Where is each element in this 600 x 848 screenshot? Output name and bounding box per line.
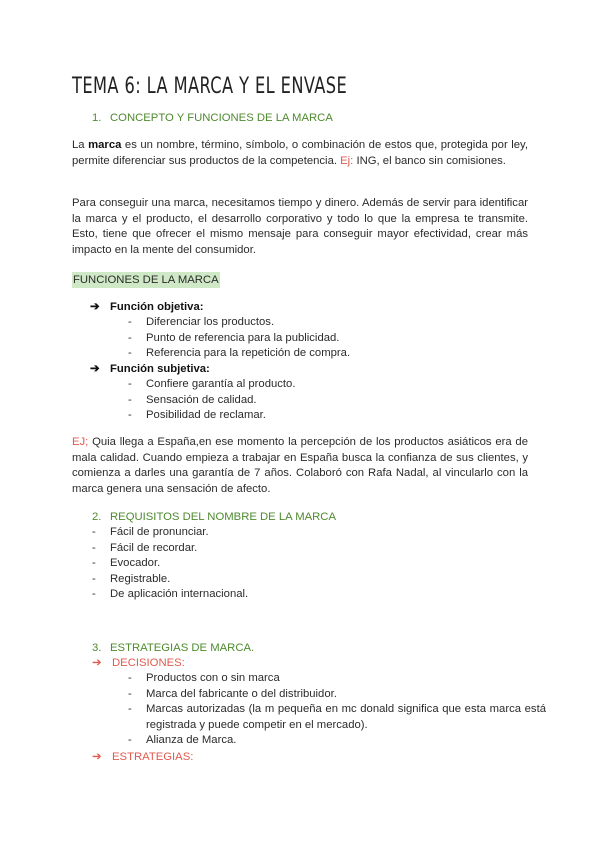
list-item (128, 377, 295, 393)
funcion-objetiva-label (90, 300, 204, 313)
decisiones-text: DECISIONES: (112, 657, 185, 669)
list-item-text: Marca del fabricante o del distribuidor. (146, 687, 337, 700)
estrategias-label (92, 750, 193, 763)
dash-bullet: - (92, 572, 96, 585)
list-item-text: Evocador. (110, 557, 161, 569)
list-item-text: Registrable. (110, 572, 171, 585)
section-2-number: 2. (92, 511, 102, 523)
list-item (128, 331, 350, 347)
arrow-icon: ➔ (90, 363, 100, 375)
list-item-text: Diferenciar los productos. (146, 316, 275, 328)
list-item (128, 702, 546, 733)
requisitos-list (92, 525, 248, 603)
list-item (92, 525, 248, 541)
page-title: TEMA 6: LA MARCA Y EL ENVASE (72, 74, 348, 99)
section-2-heading (92, 511, 336, 523)
p1-bold: marca (88, 139, 122, 151)
section-1-heading (92, 112, 333, 124)
dash-bullet: - (128, 703, 132, 715)
dash-bullet: - (128, 409, 132, 421)
dash-bullet: - (92, 541, 96, 554)
section-1-title: CONCEPTO Y FUNCIONES DE LA MARCA (110, 112, 333, 124)
list-item (128, 733, 546, 749)
p1-ej: Ej: (340, 154, 354, 167)
list-item-text: De aplicación internacional. (110, 588, 249, 600)
list-item (128, 393, 295, 409)
dash-bullet: - (92, 588, 96, 600)
funcion-subjetiva-text: Función subjetiva: (110, 363, 210, 375)
decisiones-label (92, 656, 185, 669)
paragraph-quia-example (72, 435, 528, 497)
section-3-number: 3. (92, 642, 102, 654)
dash-bullet: - (128, 672, 132, 684)
arrow-icon: ➔ (92, 751, 102, 763)
list-item (92, 541, 248, 557)
funcion-subjetiva-label (90, 362, 210, 375)
list-item-text: Fácil de pronunciar. (110, 526, 209, 538)
estrategias-text: ESTRATEGIAS: (112, 751, 194, 763)
dash-bullet: - (128, 316, 132, 328)
list-item-text: Punto de referencia para la publicidad. (146, 331, 340, 344)
list-item-text: Marcas autorizadas (la m pequeña en mc donald significa que esta marca está registrada y puede competir en el mercado). (146, 703, 546, 731)
dash-bullet: - (128, 378, 132, 390)
dash-bullet: - (128, 331, 132, 344)
list-item (92, 556, 248, 572)
list-item-text: Referencia para la repetición de compra. (146, 347, 351, 359)
p1-mid: es un nombre, término, símbolo, o combinación de estos que, protegida por ley, permite diferenciar sus productos de la competencia. (72, 139, 528, 167)
dash-bullet: - (128, 347, 132, 359)
dash-bullet: - (92, 557, 96, 569)
section-1-number: 1. (92, 112, 102, 124)
list-item (92, 587, 248, 603)
list-item (128, 408, 295, 424)
section-2-title: REQUISITOS DEL NOMBRE DE LA MARCA (110, 511, 336, 523)
p1-pre: La (72, 139, 89, 151)
list-item (128, 346, 350, 362)
decisiones-list (128, 671, 546, 749)
list-item-text: Sensación de calidad. (146, 393, 257, 406)
funcion-objetiva-text: Función objetiva: (110, 301, 204, 313)
list-item-text: Productos con o sin marca (146, 672, 280, 684)
funcion-subjetiva-list (128, 377, 295, 424)
dash-bullet: - (128, 393, 132, 406)
funcion-objetiva-list (128, 315, 350, 362)
arrow-icon: ➔ (90, 301, 100, 313)
paragraph-conseguir-marca: Para conseguir una marca, necesitamos tiempo y dinero. Además de servir para identificar la marca y el producto, el desarrollo corporativo y todo lo que la empresa te transmite. Esto, tiene que ofrecer el mismo mensaje para conseguir mayor efectividad, crear más impacto en la mente del consumidor. (72, 197, 528, 256)
section-3-heading (92, 642, 254, 654)
list-item (92, 572, 248, 588)
list-item-text: Confiere garantía al producto. (146, 378, 296, 390)
dash-bullet: - (128, 687, 132, 700)
list-item (128, 671, 546, 687)
funciones-heading: FUNCIONES DE LA MARCA (73, 274, 219, 286)
p3-ej: EJ; (72, 436, 89, 448)
list-item-text: Alianza de Marca. (146, 734, 237, 746)
list-item (128, 315, 350, 331)
list-item-text: Fácil de recordar. (110, 541, 198, 554)
list-item-text: Posibilidad de reclamar. (146, 409, 266, 421)
dash-bullet: - (92, 526, 96, 538)
arrow-icon: ➔ (92, 657, 102, 669)
p3-text: Quia llega a España,en ese momento la percepción de los productos asiáticos era de mala calidad. Cuando empieza a trabajar en España busca la confianza de sus clientes, y comienza a darles una garantía de 7 años. Colaboró con Rafa Nadal, al vincularlo con la marca genera una sensación de afecto. (72, 436, 528, 495)
p1-post: ING, el banco sin comisiones. (353, 154, 506, 167)
section-3-title: ESTRATEGIAS DE MARCA. (110, 642, 255, 654)
list-item (128, 687, 546, 703)
dash-bullet: - (128, 734, 132, 746)
paragraph-definition (72, 138, 528, 169)
